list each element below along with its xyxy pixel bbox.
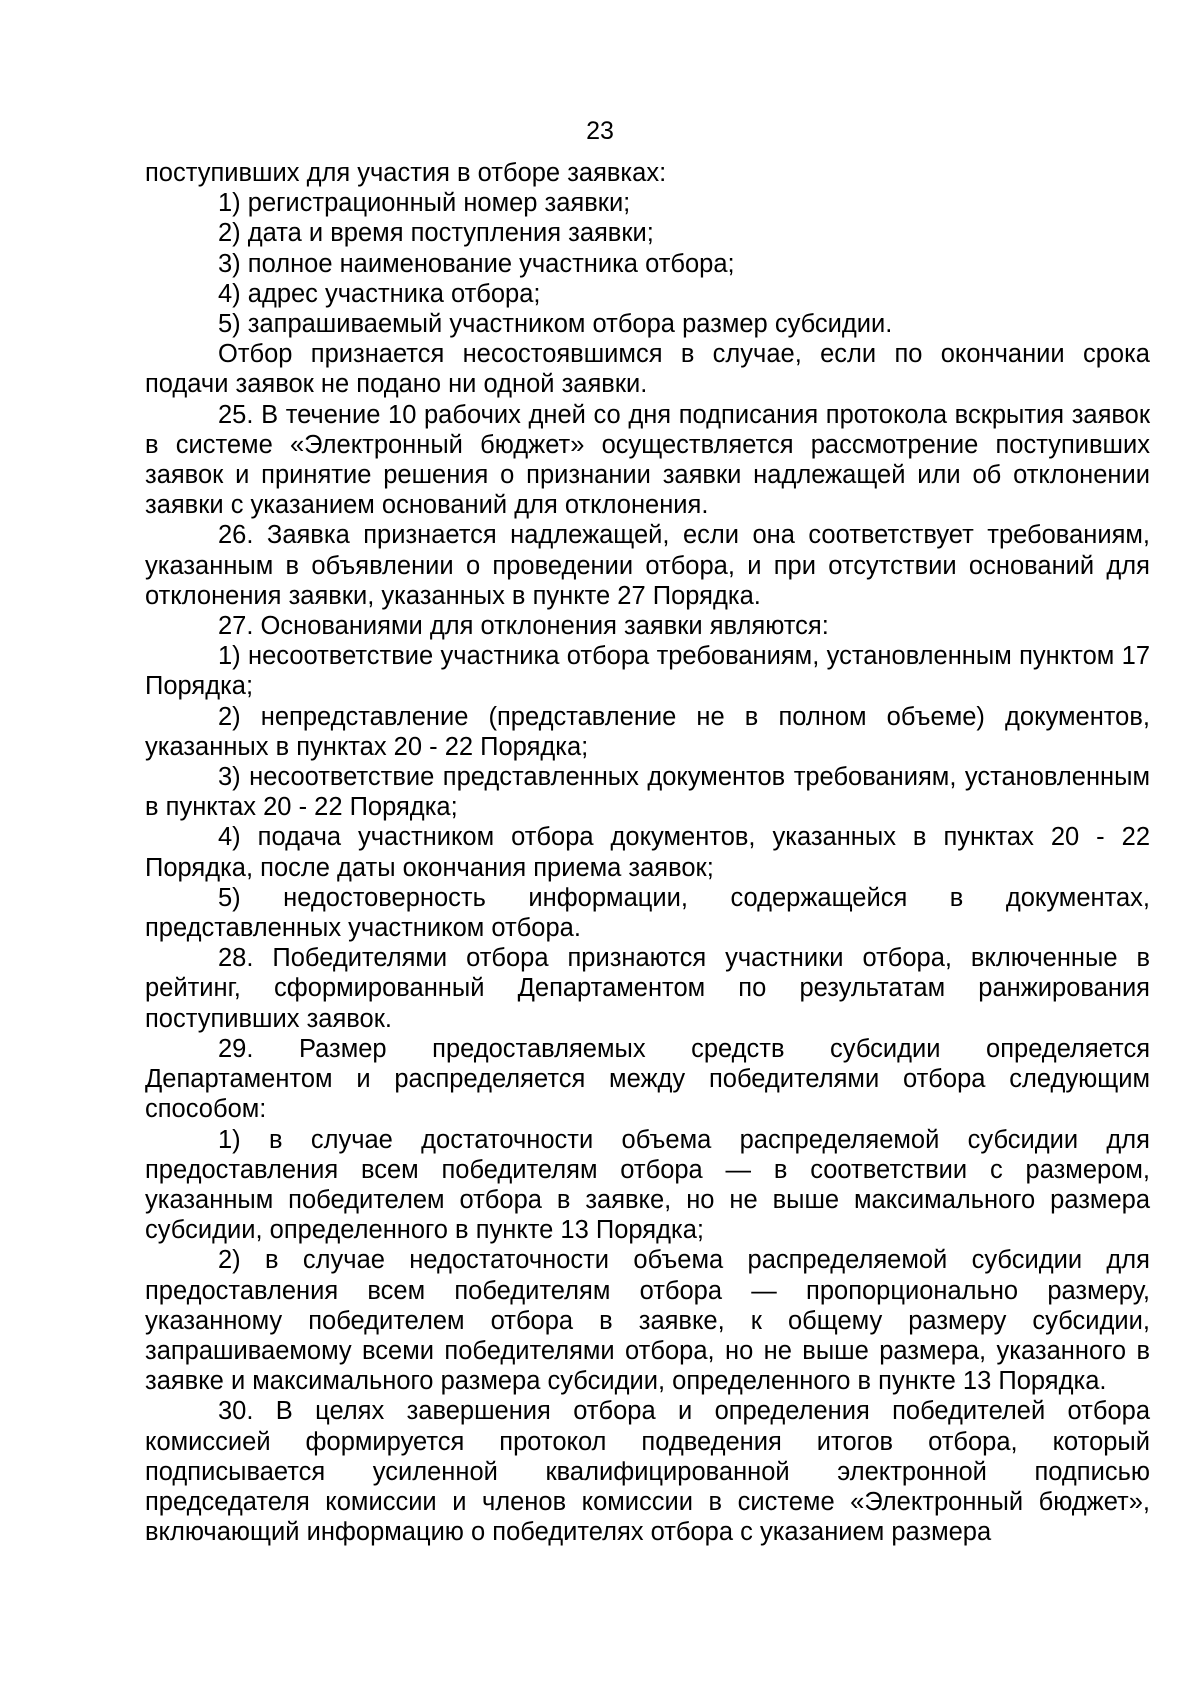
paragraph: 1) регистрационный номер заявки;: [218, 189, 631, 218]
paragraph: 1) несоответствие участника отбора требованиям, установленным пунктом 17 Порядка;: [145, 642, 1150, 701]
paragraph: 26. Заявка признается надлежащей, если она соответствует требованиям, указанным в объявлении о проведении отбора, и при отсутствии оснований для отклонения заявки, указанных в пункте 27 Порядка.: [145, 521, 1150, 610]
page-number: 23: [586, 117, 614, 145]
paragraph: 3) несоответствие представленных документов требованиям, установленным в пунктах 20 - 22 Порядка;: [145, 763, 1150, 822]
paragraph: 25. В течение 10 рабочих дней со дня подписания протокола вскрытия заявок в системе «Электронный бюджет» осуществляется рассмотрение поступивших заявок и принятие решения о признании заявки надлежащей или об отклонении заявки с указанием оснований для отклонения.: [145, 400, 1150, 520]
paragraph: 29. Размер предоставляемых средств субсидии определяется Департаментом и распределяется между победителями отбора следующим способом:: [145, 1034, 1150, 1124]
paragraph: 5) запрашиваемый участником отбора размер субсидии.: [218, 310, 893, 339]
document-body: [145, 158, 1150, 1547]
paragraph: 4) адрес участника отбора;: [218, 279, 541, 308]
paragraph: 2) непредставление (представление не в полном объеме) документов, указанных в пунктах 20 - 22 Порядка;: [145, 702, 1150, 761]
paragraph: 2) дата и время поступления заявки;: [218, 219, 654, 248]
paragraph: Отбор признается несостоявшимся в случае, если по окончании срока подачи заявок не подано ни одной заявки.: [145, 340, 1150, 399]
paragraph: 2) в случае недостаточности объема распределяемой субсидии для предоставления всем победителям отбора — пропорционально размеру, указанному победителем отбора в заявке, к общему размеру субсидии, запрашиваемому всеми победителями отбора, но не выше размера, указанного в заявке и максимального размера субсидии, определенного в пункте 13 Порядка.: [145, 1246, 1150, 1396]
paragraph: 5) недостоверность информации, содержащейся в документах, представленных участником отбора.: [145, 883, 1150, 943]
paragraph: 30. В целях завершения отбора и определения победителей отбора комиссией формируется протокол подведения итогов отбора, который подписывается усиленной квалифицированной электронной подписью председателя комиссии и членов комиссии в системе «Электронный бюджет», включающий информацию о победителях отбора с указанием размера: [145, 1397, 1150, 1547]
paragraph: 27. Основаниями для отклонения заявки являются:: [218, 612, 829, 641]
paragraph: 4) подача участником отбора документов, указанных в пунктах 20 - 22 Порядка, после даты окончания приема заявок;: [145, 823, 1150, 882]
paragraph: 28. Победителями отбора признаются участники отбора, включенные в рейтинг, сформированный Департаментом по результатам ранжирования поступивших заявок.: [145, 944, 1150, 1033]
paragraph: 3) полное наименование участника отбора;: [218, 249, 735, 278]
paragraph: 1) в случае достаточности объема распределяемой субсидии для предоставления всем победителям отбора — в соответствии с размером, указанным победителем отбора в заявке, но не выше максимального размера субсидии, определенного в пункте 13 Порядка;: [145, 1125, 1150, 1245]
paragraph: поступивших для участия в отборе заявках:: [145, 159, 667, 187]
